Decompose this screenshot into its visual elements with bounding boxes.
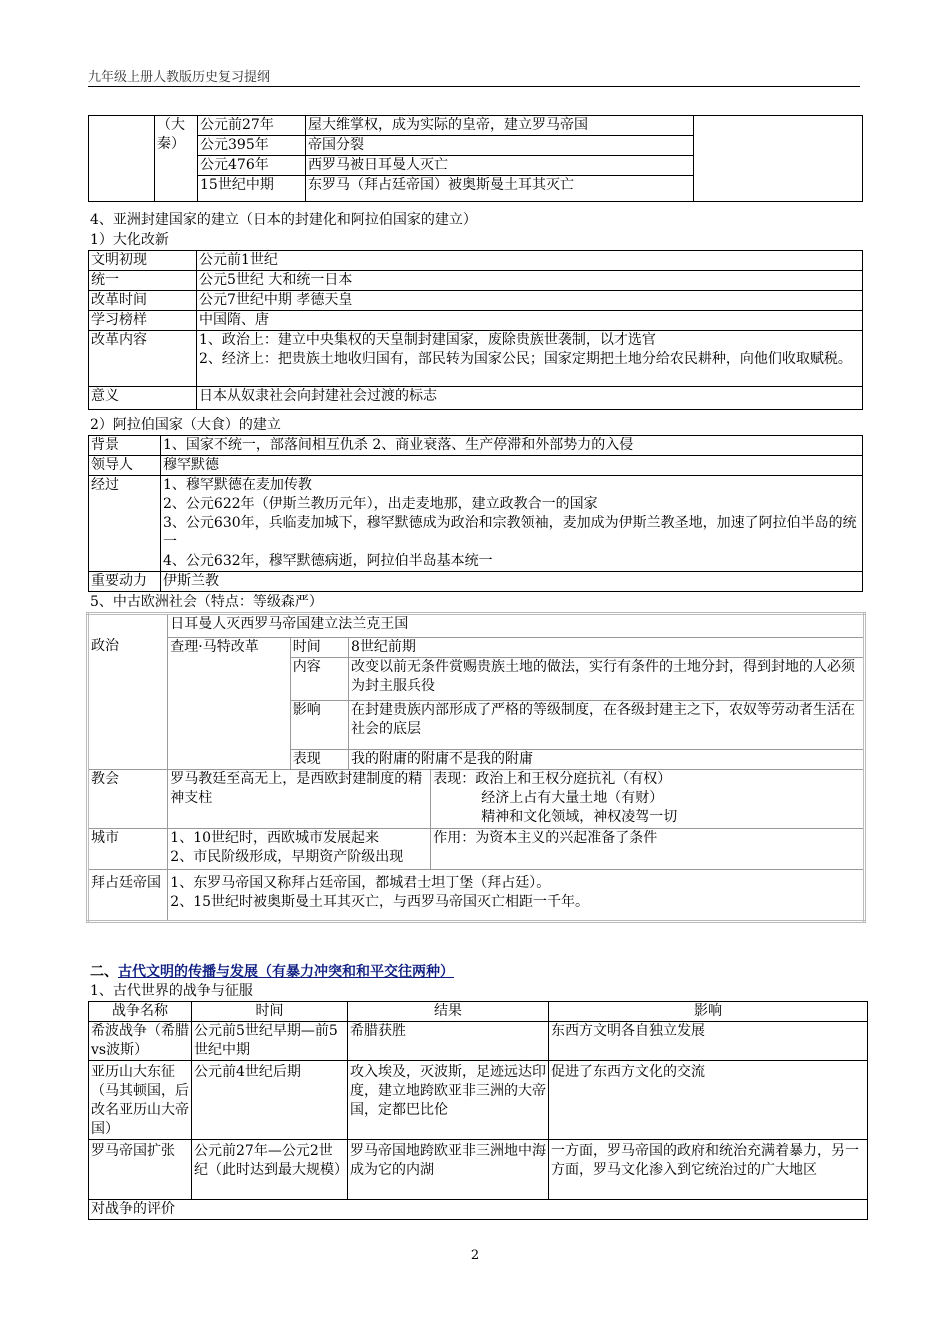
arab-line: 3、公元630年，兵临麦加城下，穆罕默德成为政治和宗教领袖，麦加成为伊斯兰教圣地，加速了阿拉伯半岛的统一 bbox=[163, 515, 857, 550]
roman-time: 公元395年 bbox=[198, 136, 306, 156]
reform-key: 内容 bbox=[290, 658, 348, 701]
taika-key: 统一 bbox=[89, 271, 197, 291]
roman-event: 帝国分裂 bbox=[306, 136, 694, 156]
page-header: 九年级上册人教版历史复习提纲 bbox=[88, 66, 860, 87]
war-time: 公元前4世纪后期 bbox=[192, 1061, 348, 1140]
arab-key: 经过 bbox=[89, 476, 161, 572]
war-impact: 东西方文明各自独立发展 bbox=[549, 1022, 868, 1061]
church-line: 表现：政治上和王权分庭抗礼（有权） bbox=[433, 771, 672, 787]
byzantine-line: 2、15世纪时被奥斯曼土耳其灭亡，与西罗马帝国灭亡相距一千年。 bbox=[170, 894, 590, 910]
reform-key: 影响 bbox=[290, 701, 348, 750]
taika-value: 中国隋、唐 bbox=[197, 311, 863, 331]
city-line: 2、市民阶级形成，早期资产阶级出现 bbox=[170, 849, 404, 865]
city-right: 作用：为资本主义的兴起准备了条件 bbox=[431, 829, 865, 870]
war-time: 公元前5世纪早期—前5世纪中期 bbox=[192, 1022, 348, 1061]
arab-title: 2）阿拉伯国家（大食）的建立 bbox=[90, 417, 281, 433]
wars-table bbox=[88, 1001, 868, 1220]
arab-line: 4、公元632年，穆罕默德病逝，阿拉伯半岛基本统一 bbox=[163, 553, 493, 569]
roman-time: 公元476年 bbox=[198, 156, 306, 176]
roman-event: 屋大维掌权，成为实际的皇帝，建立罗马帝国 bbox=[306, 116, 694, 136]
taika-line: 1、政治上：建立中央集权的天皇制封建国家，废除贵族世袭制，以才选官 bbox=[199, 332, 656, 348]
war-name: 亚历山大东征（马其顿国，后改名亚历山大帝国） bbox=[89, 1061, 192, 1140]
wars-evaluation: 对战争的评价 bbox=[89, 1200, 868, 1220]
taika-value: 公元前1世纪 bbox=[197, 251, 863, 271]
roman-time: 公元前27年 bbox=[198, 116, 306, 136]
wars-header: 战争名称 bbox=[89, 1002, 192, 1022]
taika-title: 1）大化改新 bbox=[90, 232, 169, 248]
taika-line: 2、经济上：把贵族土地收归国有，部民转为国家公民；国家定期把土地分给农民耕种，向他们收取赋税。 bbox=[199, 351, 852, 367]
church-left: 罗马教廷至高无上，是西欧封建制度的精神支柱 bbox=[168, 770, 431, 829]
church-right bbox=[431, 770, 865, 829]
europe-table bbox=[86, 612, 866, 923]
church-line: 精神和文化领域，神权凌驾一切 bbox=[481, 809, 678, 825]
war-result: 罗马帝国地跨欧亚非三洲地中海成为它的内湖 bbox=[348, 1140, 549, 1200]
war-time: 公元前27年—公元2世纪（此时达到最大规模） bbox=[192, 1140, 348, 1200]
roman-time: 15世纪中期 bbox=[198, 176, 306, 202]
war-result: 希腊获胜 bbox=[348, 1022, 549, 1061]
taika-key: 文明初现 bbox=[89, 251, 197, 271]
wars-header: 结果 bbox=[348, 1002, 549, 1022]
arab-value: 穆罕默德 bbox=[161, 456, 863, 476]
war-result: 攻入埃及，灭波斯，足迹远达印度，建立地跨欧亚非三洲的大帝国，定都巴比伦 bbox=[348, 1061, 549, 1140]
arab-value bbox=[161, 476, 863, 572]
taika-value bbox=[197, 331, 863, 387]
reform-value: 在封建贵族内部形成了严格的等级制度，在各级封建主之下，农奴等劳动者生活在社会的底层 bbox=[348, 701, 864, 750]
roman-blank-cell bbox=[694, 116, 863, 202]
reform-key: 表现 bbox=[290, 750, 348, 770]
roman-empty-cell bbox=[89, 116, 155, 202]
reform-key: 时间 bbox=[290, 638, 348, 658]
wars-header: 影响 bbox=[549, 1002, 868, 1022]
city-line: 1、10世纪时，西欧城市发展起来 bbox=[170, 830, 380, 846]
section4-title: 4、亚洲封建国家的建立（日本的封建化和阿拉伯国家的建立） bbox=[90, 212, 477, 228]
arab-key: 重要动力 bbox=[89, 572, 161, 592]
arab-value: 伊斯兰教 bbox=[161, 572, 863, 592]
byzantine-line: 1、东罗马帝国又称拜占廷帝国，都城君士坦丁堡（拜占廷）。 bbox=[170, 875, 551, 891]
church-line: 经济上占有大量土地（有财） bbox=[481, 790, 664, 806]
reform-value: 我的附庸的附庸不是我的附庸 bbox=[348, 750, 864, 770]
arab-value: 1、国家不统一，部落间相互仇杀 2、商业衰落、生产停滞和外部势力的入侵 bbox=[161, 436, 863, 456]
byzantine-label: 拜占廷帝国 bbox=[88, 870, 168, 922]
reform-value: 改变以前无条件赏赐贵族土地的做法，实行有条件的土地分封，得到封地的人必须为封主服兵役 bbox=[348, 658, 864, 701]
reform-label: 查理·马特改革 bbox=[168, 638, 290, 770]
taika-key: 改革时间 bbox=[89, 291, 197, 311]
byzantine-content bbox=[168, 870, 865, 922]
war-impact: 一方面，罗马帝国的政府和统治充满着暴力，另一方面，罗马文化渗入到它统治过的广大地区 bbox=[549, 1140, 868, 1200]
page-number: 2 bbox=[470, 1248, 480, 1263]
taika-table bbox=[88, 250, 863, 410]
city-left bbox=[168, 829, 431, 870]
part2-number: 二、 bbox=[90, 964, 118, 980]
wars-title: 1、古代世界的战争与征服 bbox=[90, 983, 253, 999]
arab-key: 领导人 bbox=[89, 456, 161, 476]
wars-header: 时间 bbox=[192, 1002, 348, 1022]
reform-value: 8世纪前期 bbox=[348, 638, 864, 658]
roman-table bbox=[88, 115, 863, 202]
part2-title: 古代文明的传播与发展（有暴力冲突和和平交往两种） bbox=[118, 964, 454, 980]
politics-intro: 日耳曼人灭西罗马帝国建立法兰克王国 bbox=[168, 614, 865, 638]
arab-line: 1、穆罕默德在麦加传教 bbox=[163, 477, 312, 493]
taika-key: 学习榜样 bbox=[89, 311, 197, 331]
war-impact: 促进了东西方文化的交流 bbox=[549, 1061, 868, 1140]
taika-key: 改革内容 bbox=[89, 331, 197, 387]
part2-heading bbox=[90, 963, 454, 982]
church-label: 教会 bbox=[88, 770, 168, 829]
taika-value: 日本从奴隶社会向封建社会过渡的标志 bbox=[197, 387, 863, 410]
roman-label: （大秦） bbox=[155, 116, 198, 202]
roman-event: 东罗马（拜占廷帝国）被奥斯曼土耳其灭亡 bbox=[306, 176, 694, 202]
war-name: 希波战争（希腊vs波斯） bbox=[89, 1022, 192, 1061]
section5-title: 5、中古欧洲社会（特点：等级森严） bbox=[90, 594, 323, 610]
arab-line: 2、公元622年（伊斯兰教历元年），出走麦地那，建立政教合一的国家 bbox=[163, 496, 598, 512]
taika-value: 公元5世纪 大和统一日本 bbox=[197, 271, 863, 291]
city-label: 城市 bbox=[88, 829, 168, 870]
taika-key: 意义 bbox=[89, 387, 197, 410]
arab-key: 背景 bbox=[89, 436, 161, 456]
war-name: 罗马帝国扩张 bbox=[89, 1140, 192, 1200]
roman-event: 西罗马被日耳曼人灭亡 bbox=[306, 156, 694, 176]
arab-table bbox=[88, 435, 863, 592]
taika-value: 公元7世纪中期 孝德天皇 bbox=[197, 291, 863, 311]
politics-label: 政治 bbox=[88, 614, 168, 770]
